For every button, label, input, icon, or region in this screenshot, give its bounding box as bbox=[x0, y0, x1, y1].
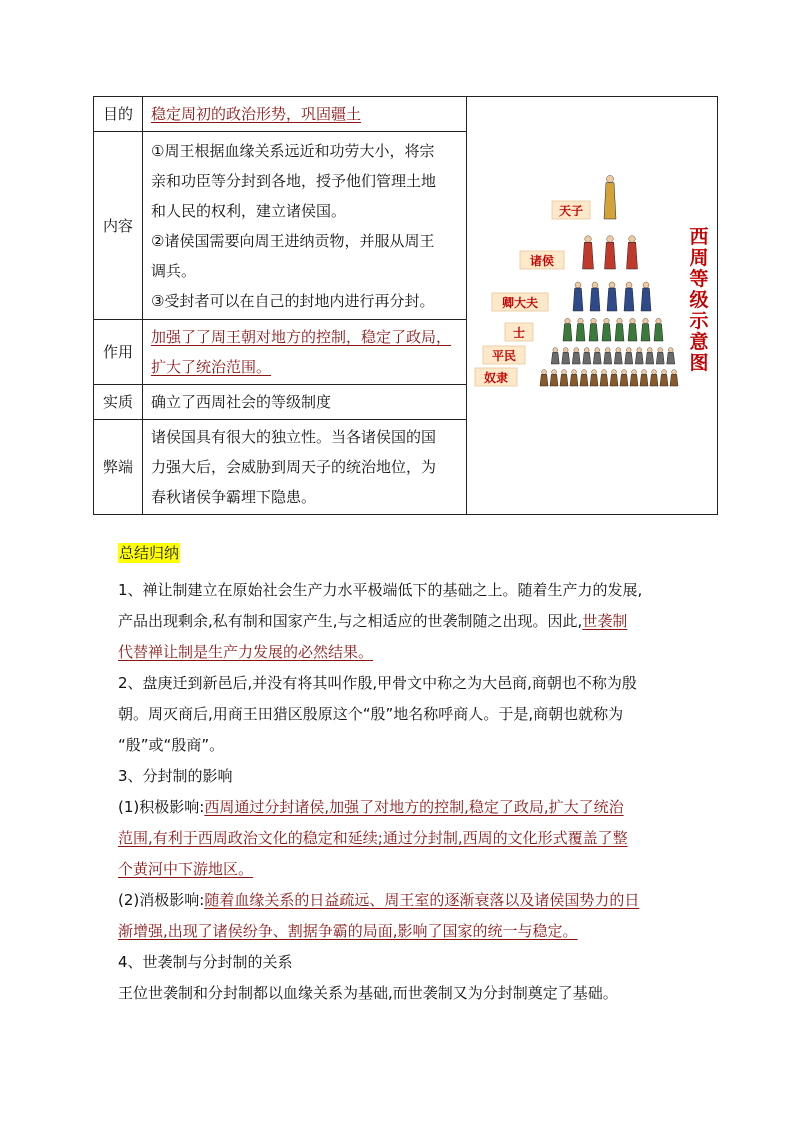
figure-body bbox=[624, 288, 634, 311]
tier-label: 卿大夫 bbox=[501, 296, 539, 310]
figure-head bbox=[565, 318, 570, 323]
figure-head bbox=[642, 370, 647, 375]
figure-head bbox=[552, 370, 557, 375]
figure-body bbox=[605, 242, 616, 269]
figure-head bbox=[563, 348, 568, 353]
figure-body bbox=[560, 374, 568, 386]
figure-body bbox=[550, 374, 558, 386]
figure-head bbox=[658, 348, 663, 353]
summary-line: 产品出现剩余,私有制和国家产生,与之相适应的世袭制随之出现。因此,世袭制 bbox=[118, 612, 628, 630]
summary-line: “殷”或“殷商”。 bbox=[118, 736, 225, 754]
tier-label: 平民 bbox=[491, 349, 517, 363]
figure-head bbox=[607, 236, 614, 243]
content-line: 和人民的权利，建立诸侯国。 bbox=[151, 201, 347, 220]
figure-body bbox=[646, 352, 654, 364]
figure-head bbox=[585, 236, 592, 243]
figure-body bbox=[604, 183, 616, 219]
hierarchy-pyramid-diagram bbox=[467, 97, 717, 507]
figure-head bbox=[626, 348, 631, 353]
figure-head bbox=[652, 370, 657, 375]
figure-body bbox=[602, 324, 611, 341]
figure-body bbox=[570, 374, 578, 386]
figure-body bbox=[572, 352, 580, 364]
figure-head bbox=[584, 348, 589, 353]
summary-line: 1、禅让制建立在原始社会生产力水平极端低下的基础之上。随着生产力的发展, bbox=[118, 581, 643, 599]
figure-body bbox=[641, 288, 651, 311]
summary-heading: 3、分封制的影响 bbox=[118, 767, 233, 785]
figure-body bbox=[540, 374, 548, 386]
row-text-content bbox=[143, 132, 467, 320]
figure-body bbox=[628, 324, 637, 341]
figure-body bbox=[654, 324, 663, 341]
summary-line: 2、盘庚迁到新邑后,并没有将其叫作殷,甲骨文中称之为大邑商,商朝也不称为殷 bbox=[118, 674, 637, 692]
summary-line: 王位世袭制和分封制都以血缘关系为基础,而世袭制又为分封制奠定了基础。 bbox=[118, 984, 618, 1002]
row-label-essence: 实质 bbox=[94, 385, 143, 420]
diagram-title-char: 西 bbox=[689, 226, 709, 248]
figure-body bbox=[614, 352, 622, 364]
figure-head bbox=[637, 348, 642, 353]
summary-line: 代替禅让制是生产力发展的必然结果。 bbox=[118, 643, 374, 661]
figure-body bbox=[660, 374, 668, 386]
figure-body bbox=[590, 374, 598, 386]
figure-body bbox=[563, 324, 572, 341]
tier-label: 奴隶 bbox=[483, 371, 509, 385]
figure-body bbox=[580, 374, 588, 386]
figure-body bbox=[589, 324, 598, 341]
summary-line: (1)积极影响:西周通过分封诸侯,加强了对地方的控制,稳定了政局,扩大了统治 bbox=[118, 798, 624, 816]
figure-head bbox=[553, 348, 558, 353]
content-line: ②诸侯国需要向周王进纳贡物，并服从周王 bbox=[151, 231, 435, 250]
row-text-effect: 加强了了周王朝对地方的控制，稳定了政局， 扩大了统治范围。 bbox=[143, 320, 467, 385]
figure-body bbox=[576, 324, 585, 341]
figure-body bbox=[583, 352, 591, 364]
row-label-drawback: 弊端 bbox=[94, 420, 143, 515]
figure-body bbox=[630, 374, 638, 386]
row-label-purpose: 目的 bbox=[94, 97, 143, 132]
figure-head bbox=[605, 348, 610, 353]
figure-body bbox=[620, 374, 628, 386]
figure-body bbox=[641, 324, 650, 341]
figure-head bbox=[612, 370, 617, 375]
figure-head bbox=[572, 370, 577, 375]
tier-label: 天子 bbox=[558, 204, 584, 218]
figure-body bbox=[583, 242, 594, 269]
figure-head bbox=[602, 370, 607, 375]
diagram-title-char: 级 bbox=[689, 289, 709, 311]
figure-head bbox=[630, 318, 635, 323]
figure-head bbox=[575, 282, 581, 288]
row-text-purpose: 稳定周初的政治形势，巩固疆土 bbox=[143, 97, 467, 132]
summary-title: 总结归纳 bbox=[119, 544, 180, 562]
figure-body bbox=[590, 288, 600, 311]
content-line: 调兵。 bbox=[151, 261, 197, 280]
summary-section bbox=[118, 538, 678, 1009]
content-line: ③受封者可以在自己的封地内进行再分封。 bbox=[151, 291, 435, 310]
summary-line: 朝。周灭商后,用商王田猎区殷原这个“殷”地名称呼商人。于是,商朝也就称为 bbox=[118, 705, 624, 723]
row-text-drawback: 诸侯国具有很大的独立性。当各诸侯国的国 力强大后，会威胁到周天子的统治地位，为 春秋诸侯争霸埋下隐患。 bbox=[143, 420, 467, 515]
figure-body bbox=[627, 242, 638, 269]
figure-body bbox=[656, 352, 664, 364]
diagram-title-char: 等 bbox=[689, 268, 709, 290]
figure-head bbox=[578, 318, 583, 323]
figure-head bbox=[668, 348, 673, 353]
summary-line: 渐增强,出现了诸侯纷争、割据争霸的局面,影响了国家的统一与稳定。 bbox=[118, 922, 578, 940]
figure-body bbox=[573, 288, 583, 311]
figure-body bbox=[562, 352, 570, 364]
figure-head bbox=[604, 318, 609, 323]
figure-body bbox=[635, 352, 643, 364]
figure-body bbox=[615, 324, 624, 341]
pyramid-cell bbox=[467, 97, 718, 515]
figure-head bbox=[562, 370, 567, 375]
figure-body bbox=[667, 352, 675, 364]
figure-body bbox=[640, 374, 648, 386]
row-label-content: 内容 bbox=[94, 132, 143, 320]
figure-head bbox=[592, 282, 598, 288]
figure-head bbox=[542, 370, 547, 375]
table-row bbox=[94, 97, 718, 132]
summary-line: 个黄河中下游地区。 bbox=[118, 860, 254, 878]
figure-head bbox=[629, 236, 636, 243]
figure-head bbox=[591, 318, 596, 323]
figure-head bbox=[616, 348, 621, 353]
row-label-effect: 作用 bbox=[94, 320, 143, 385]
summary-line: 范围,有利于西周政治文化的稳定和延续;通过分封制,西周的文化形式覆盖了整 bbox=[118, 829, 628, 847]
figure-head bbox=[647, 348, 652, 353]
diagram-title-char: 周 bbox=[689, 247, 709, 269]
figure-head bbox=[622, 370, 627, 375]
tier-label: 诸侯 bbox=[529, 254, 555, 268]
figure-body bbox=[650, 374, 658, 386]
figure-head bbox=[632, 370, 637, 375]
figure-head bbox=[592, 370, 597, 375]
figure-body bbox=[551, 352, 559, 364]
figure-body bbox=[607, 288, 617, 311]
tier-label: 士 bbox=[512, 326, 526, 340]
diagram-title-char: 图 bbox=[689, 352, 709, 374]
content-line: 亲和功臣等分封到各地，授予他们管理土地 bbox=[151, 171, 437, 190]
diagram-title-char: 示 bbox=[689, 310, 709, 332]
figure-body bbox=[625, 352, 633, 364]
diagram-title-char: 意 bbox=[689, 331, 709, 353]
figure-body bbox=[600, 374, 608, 386]
figure-head bbox=[574, 348, 579, 353]
figure-head bbox=[626, 282, 632, 288]
figure-head bbox=[656, 318, 661, 323]
figure-head bbox=[672, 370, 677, 375]
figure-head bbox=[643, 282, 649, 288]
summary-line: (2)消极影响:随着血缘关系的日益疏远、周王室的逐渐衰落以及诸侯国势力的日 bbox=[118, 891, 640, 909]
figure-body bbox=[670, 374, 678, 386]
figure-body bbox=[604, 352, 612, 364]
figure-head bbox=[582, 370, 587, 375]
figure-body bbox=[593, 352, 601, 364]
summary-heading: 4、世袭制与分封制的关系 bbox=[118, 953, 293, 971]
figure-head bbox=[662, 370, 667, 375]
figure-head bbox=[643, 318, 648, 323]
figure-head bbox=[609, 282, 615, 288]
figure-body bbox=[610, 374, 618, 386]
figure-head bbox=[606, 175, 613, 182]
content-line: ①周王根据血缘关系远近和功劳大小，将宗 bbox=[151, 141, 435, 160]
figure-head bbox=[617, 318, 622, 323]
feudal-system-table bbox=[93, 96, 718, 515]
row-text-essence: 确立了西周社会的等级制度 bbox=[143, 385, 467, 420]
figure-head bbox=[595, 348, 600, 353]
